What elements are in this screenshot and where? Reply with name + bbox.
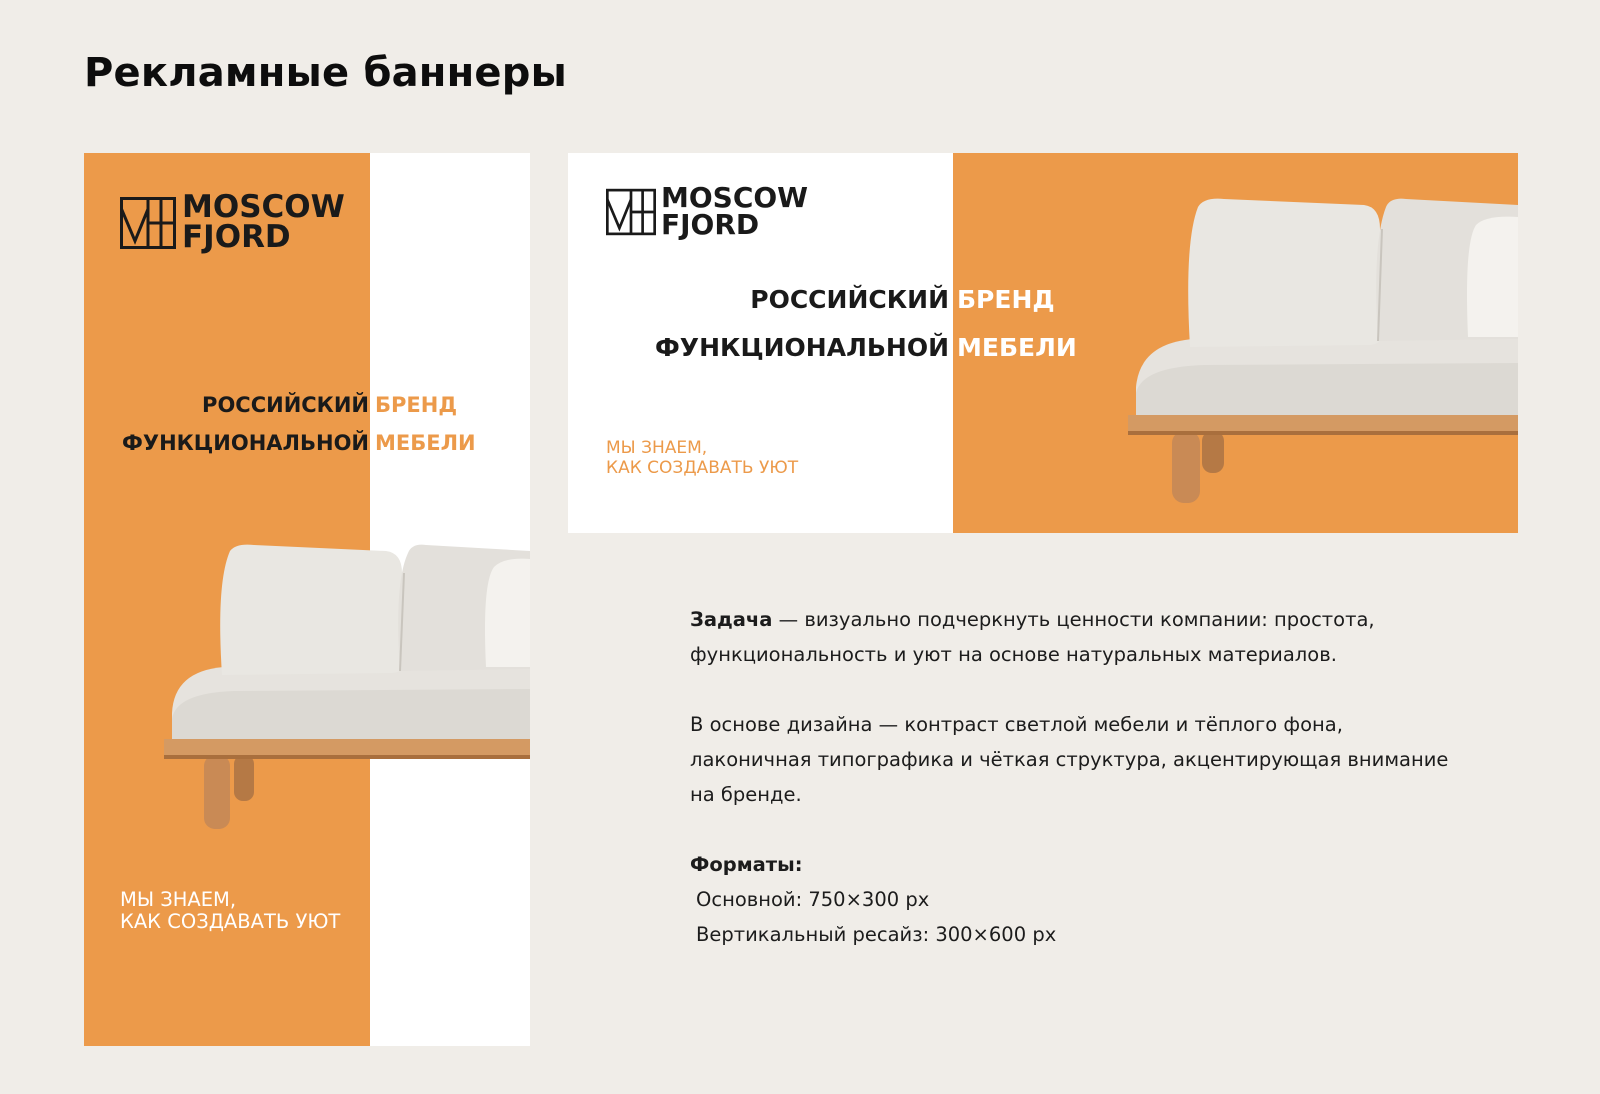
headline-line1-accent: БРЕНД	[375, 393, 458, 417]
vertical-banner-headline	[84, 393, 530, 483]
headline-line1-dark: РОССИЙСКИЙ	[202, 393, 369, 417]
formats-heading: Форматы:	[690, 853, 803, 876]
logo-line-fjord: FJORD	[661, 207, 760, 241]
vertical-banner	[84, 153, 530, 1046]
horizontal-banner-logo	[606, 181, 809, 241]
horizontal-banner-subtagline	[606, 439, 798, 478]
page-title: Рекламные баннеры	[84, 50, 567, 96]
subtag-line1: МЫ ЗНАЕМ,	[120, 888, 237, 911]
format-vertical: Вертикальный ресайз: 300×600 px	[696, 923, 1057, 946]
task-paragraph	[690, 602, 1450, 672]
vertical-banner-subtagline	[120, 889, 340, 934]
subtag-line2: КАК СОЗДАВАТЬ УЮТ	[120, 910, 341, 934]
subtag-line1: МЫ ЗНАЕМ,	[606, 438, 708, 458]
horizontal-banner-headline	[568, 285, 1518, 385]
headline-line1-accent: БРЕНД	[957, 285, 1055, 314]
vertical-banner-logo	[120, 189, 345, 255]
task-label: Задача	[690, 608, 773, 631]
format-main: Основной: 750×300 px	[696, 888, 930, 911]
mf-monogram-icon	[120, 197, 176, 249]
horizontal-banner	[568, 153, 1518, 533]
headline-line2-accent: МЕБЕЛИ	[375, 431, 476, 455]
mf-monogram-icon	[606, 188, 656, 236]
logo-line-moscow: MOSCOW	[661, 181, 809, 214]
headline-line2-accent: МЕБЕЛИ	[957, 333, 1077, 362]
sofa-image	[164, 543, 530, 843]
task-text: — визуально подчеркнуть ценности компании: простота, функциональность и уют на основе натуральных материалов.	[690, 608, 1375, 666]
logo-line-fjord: FJORD	[182, 218, 291, 255]
headline-line2-dark: ФУНКЦИОНАЛЬНОЙ	[122, 431, 369, 455]
vertical-banner-logo-wordmark	[182, 189, 345, 255]
subtag-line2: КАК СОЗДАВАТЬ УЮТ	[606, 457, 799, 478]
project-description	[690, 602, 1450, 952]
horizontal-banner-logo-wordmark	[661, 181, 809, 241]
headline-line1-dark: РОССИЙСКИЙ	[750, 285, 949, 314]
design-paragraph: В основе дизайна — контраст светлой мебели и тёплого фона, лаконичная типографика и чёткая структура, акцентирующая внимание на бренде.	[690, 713, 1449, 806]
headline-line2-dark: ФУНКЦИОНАЛЬНОЙ	[655, 333, 949, 362]
logo-line-moscow: MOSCOW	[182, 189, 345, 225]
